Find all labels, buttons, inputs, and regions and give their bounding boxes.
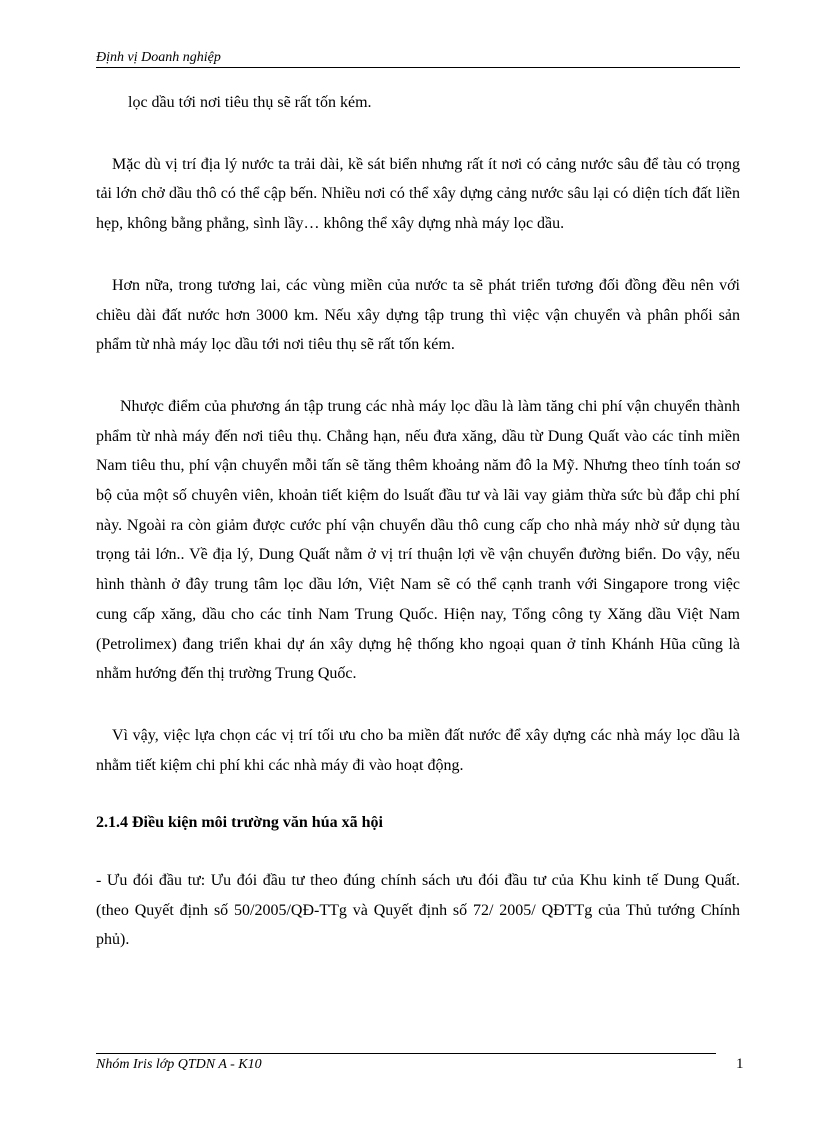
page-header-title: Định vị Doanh nghiệp [96, 50, 221, 65]
paragraph-conclusion: Vì vậy, việc lựa chọn các vị trí tối ưu cho ba miền đất nước để xây dựng các nhà máy lọc dầu là nhằm tiết kiệm chi phí khi các nhà máy đi vào hoạt động. [96, 726, 740, 774]
paragraph-disadvantages: Nhược điểm của phương án tập trung các nhà máy lọc dầu là làm tăng chi phí vận chuyển thành phẩm từ nhà máy đến nơi tiêu thụ. Chẳng hạn, nếu đưa xăng, dầu từ Dung Quất vào các tỉnh miền Nam tiêu thu, phí vận chuyển mỗi tấn sẽ tăng thêm khoảng năm đô la Mỹ. Nhưng theo tính toán sơ bộ của một số chuyên viên, khoản tiết kiệm do lsuất đầu tư và lãi vay giảm thừa sức bù đắp chi phí này. Ngoài ra còn giảm được cước phí vận chuyển dầu thô cung cấp cho nhà máy nhờ sử dụng tàu trọng tải lớn.. Về địa lý, Dung Quất nằm ở vị trí thuận lợi về vận chuyển đường biển. Do vậy, nếu hình thành ở đây trung tâm lọc dầu lớn, Việt Nam sẽ có thể cạnh tranh với Singapore trong việc cung cấp xăng, dầu cho các tỉnh Nam Trung Quốc. Hiện nay, Tổng công ty Xăng dầu Việt Nam (Petrolimex) đang triển khai dự án xây dựng hệ thống kho ngoại quan ở tỉnh Khánh Hũa cũng là nhằm hướng đến thị trường Trung Quốc. [96, 397, 740, 683]
paragraph-continuation: lọc dầu tới nơi tiêu thụ sẽ rất tốn kém. [128, 94, 372, 111]
footer-divider [96, 1053, 716, 1054]
document-body [96, 88, 740, 955]
paragraph-investment-incentives: - Ưu đói đầu tư: Ưu đói đầu tư theo đúng chính sách ưu đói đầu tư của Khu kinh tế Dung Quất. (theo Quyết định số 50/2005/QĐ-TTg và Quyết định số 72/ 2005/ QĐTTg của Thủ tướng Chính phủ). [96, 872, 740, 949]
paragraph-future-development: Hơn nữa, trong tương lai, các vùng miền của nước ta sẽ phát triển tương đối đồng đều nên với chiều dài đất nước hơn 3000 km. Nếu xây dựng tập trung thì việc vận chuyển và phân phối sản phẩm từ nhà máy lọc dầu tới nơi tiêu thụ sẽ rất tốn kém. [96, 276, 740, 354]
footer-text: Nhóm Iris lớp QTDN A - K10 [96, 1057, 262, 1072]
header-divider [96, 67, 740, 68]
section-heading: 2.1.4 Điều kiện môi trường văn húa xã hội [96, 814, 383, 832]
paragraph-port-conditions: Mặc dù vị trí địa lý nước ta trải dài, kề sát biển nhưng rất ít nơi có cảng nước sâu để tàu có trọng tải lớn chở dầu thô có thể cập bến. Nhiều nơi có thể xây dựng cảng nước sâu lại có diện tích đất liền hẹp, không bằng phẳng, sình lầy… không thể xây dựng nhà máy lọc dầu. [96, 155, 740, 233]
page-number: 1 [736, 1056, 744, 1072]
